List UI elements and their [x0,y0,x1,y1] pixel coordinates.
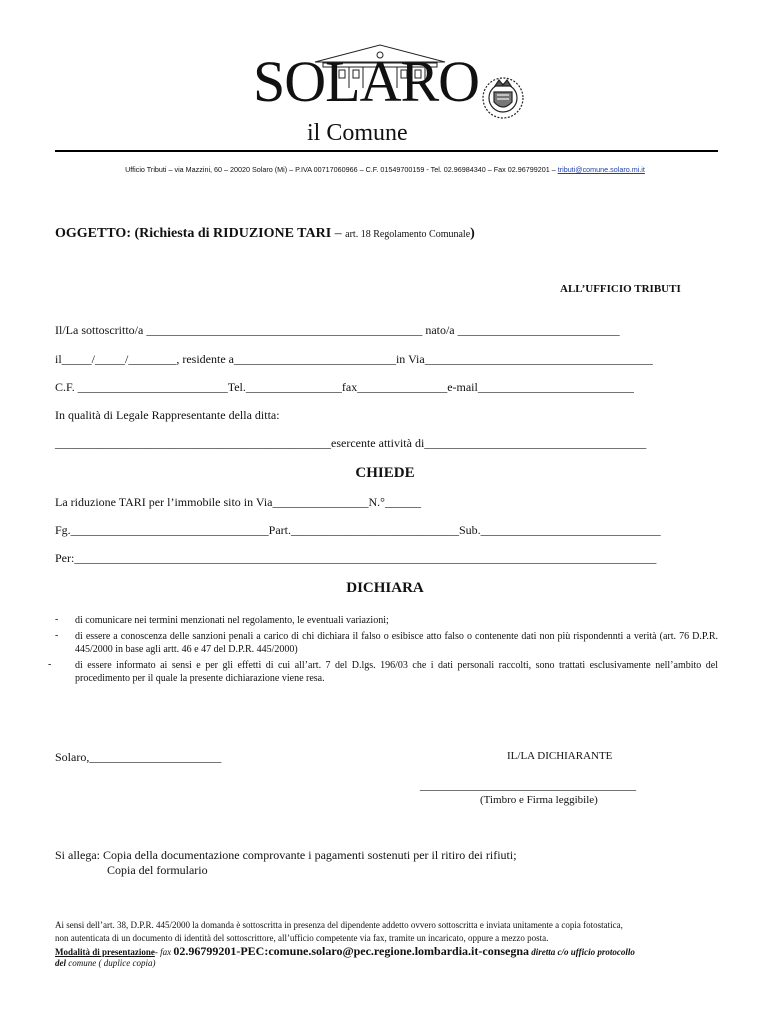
attachment-line-1: Si allega: Copia della documentazione comprovante i pagamenti sostenuti per il ritiro dei rifiuti; [55,848,517,862]
declaration-item: di essere a conoscenza delle sanzioni penali a carico di chi dichiara il falso o esibisce atto falso o contenente dati non più rispondennti a verità (art. 76 D.P.R. 445/2000 in base agli artt. 46 e 47 del D.P.R. 445/2000) [75,631,718,655]
signature-declarant-label: IL/LA DICHIARANTE [507,750,613,762]
heading-chiede: CHIEDE [355,465,415,481]
signature-caption: (Timbro e Firma leggibile) [480,794,598,806]
footer-submission-copies [55,958,155,968]
header-divider [55,150,718,152]
declaration-item: di comunicare nei termini menzionati nel regolamento, le eventuali variazioni; [75,615,389,626]
office-contact-info [0,165,770,174]
logo-subtitle: il Comune [307,120,408,146]
request-line-address[interactable]: La riduzione TARI per l’immobile sito in Via________________N.°______ [55,495,421,509]
subject-dash: – [331,226,346,241]
form-line-legal-rep: In qualità di Legale Rappresentante della ditta: [55,408,280,422]
heading-dichiara: DICHIARA [346,580,424,596]
bullet-marker: - [55,614,59,625]
submission-contacts: 02.96799201-PEC:comune.solaro@pec.regione.lombardia.it-consegna [173,944,530,958]
logo-wordmark: SOLARO [253,49,480,114]
form-line-name[interactable]: Il/La sottoscritto/a ______________________________________________ nato/a ___________________________ [55,323,620,337]
signature-line[interactable]: ____________________________________ [420,778,636,792]
solaro-logo [245,40,535,152]
subject-line [55,226,475,242]
submission-mode-tail: diretta c/o ufficio protocollo [529,947,635,957]
form-line-birth-residence[interactable]: il_____/_____/________, residente a___________________________in Via______________________________________ [55,352,653,366]
form-line-contacts[interactable]: C.F. _________________________Tel.________________fax_______________e-mail__________________________ [55,380,634,394]
subject-title: OGGETTO: (Richiesta di RIDUZIONE TARI [55,226,332,241]
declaration-item: di essere informato ai sensi e per gli effetti di cui all’art. 7 del D.lgs. 196/03 che i dati personali raccolti, sono trattati esclusivamente nell’ambito del procedimento per il quale la presente dichiarazione viene resa. [75,660,718,684]
submission-mode-label: Modalità di presentazione [55,947,155,957]
subject-reference: art. 18 Regolamento Comunale [345,229,471,240]
addressee: ALL’UFFICIO TRIBUTI [560,283,681,295]
bullet-marker: - [48,659,52,670]
request-line-cadastral[interactable]: Fg._________________________________Part.____________________________Sub.______________________________ [55,523,661,537]
signature-place-date[interactable]: Solaro,______________________ [55,750,222,764]
submission-copies-del: del [55,958,66,968]
office-details: Ufficio Tributi – via Mazzini, 60 – 20020 Solaro (Mi) – P.IVA 00717060966 – C.F. 01549700159 - Tel. 02.96984340 – Fax 02.96799201 – [125,165,556,174]
office-email-link[interactable]: tributi@comune.solaro.mi.it [557,165,645,174]
submission-mode-sep: - fax [154,947,174,957]
footer-submission-mode [55,944,635,959]
form-line-company[interactable]: ______________________________________________esercente attività di_____________________________________ [55,436,647,450]
subject-close: ) [470,226,475,241]
coat-of-arms-icon [483,78,523,118]
request-line-reason[interactable]: Per:_________________________________________________________________________________________________ [55,551,657,565]
attachment-line-2: Copia del formulario [107,863,208,877]
footer-legal-note-2: non autenticata di un documento di identità del sottoscrittore, all’ufficio competente via fax, tramite un incaricato, oppure a mezzo posta. [55,933,549,943]
footer-legal-note-1: Ai sensi dell’art. 38, D.P.R. 445/2000 la domanda è sottoscritta in presenza del dipendente addetto ovvero sottoscritta e inviata unitamente a copia fotostatica, [55,920,623,930]
bullet-marker: - [55,630,59,641]
submission-copies-rest: comune ( duplice copia) [66,958,156,968]
